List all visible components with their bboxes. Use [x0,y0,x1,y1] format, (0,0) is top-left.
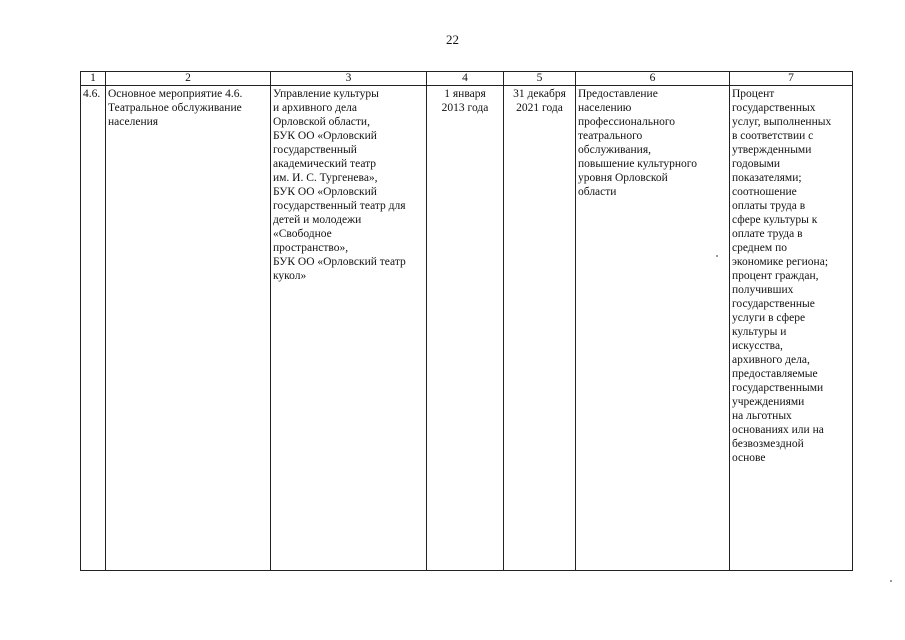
scan-speck [890,580,892,582]
indicators: Процент государственных услуг, выполненных в соответствии с утвержденными годовыми показателями; соотношение оплаты труда в сфере культуры к оплате труда в среднем по экономике региона; процент граждан, получивших государственные услуги в сфере культуры и искусства, архивного дела, предоставляемые государственными учреждениями на льготных основаниях или на безвозмездной основе [730,86,853,571]
header-cell-3: 3 [271,72,427,86]
start-date: 1 января 2013 года [427,86,504,571]
header-cell-6: 6 [576,72,730,86]
scan-speck [716,255,718,257]
table-header-row [81,72,853,86]
executor-list: Управление культуры и архивного дела Орловской области, БУК ОО «Орловский государственный академический театр им. И. С. Тургенева», БУК ОО «Орловский государственный театр для детей и молодежи «Свободное пространство», БУК ОО «Орловский театр кукол» [271,86,427,571]
table-row [81,86,853,571]
end-date: 31 декабря 2021 года [504,86,576,571]
activity-name: Основное мероприятие 4.6. Театральное обслуживание населения [106,86,271,571]
activities-table [80,71,853,571]
expected-result: Предоставление населению профессионального театрального обслуживания, повышение культурного уровня Орловской области [576,86,730,571]
page-number: 22 [446,32,459,47]
header-cell-5: 5 [504,72,576,86]
header-cell-1: 1 [81,72,106,86]
header-cell-2: 2 [106,72,271,86]
header-cell-7: 7 [730,72,853,86]
row-number: 4.6. [81,86,106,571]
header-cell-4: 4 [427,72,504,86]
